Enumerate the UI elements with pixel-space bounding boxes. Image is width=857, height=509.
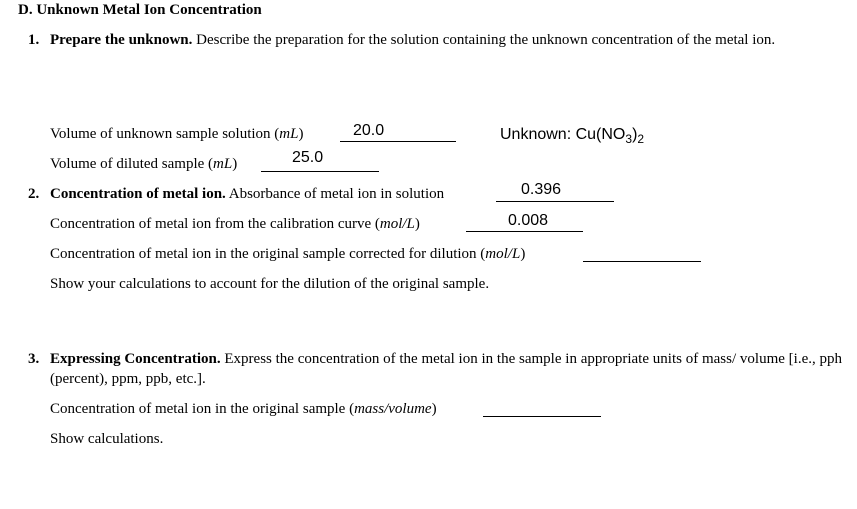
calibration-line[interactable] [466, 231, 583, 232]
q1-paragraph [50, 30, 842, 50]
volume-diluted-value: 25.0 [292, 149, 324, 166]
q3-heading: Expressing Concentration. [50, 351, 221, 367]
corrected-line[interactable] [583, 261, 701, 262]
absorbance-line[interactable] [496, 201, 614, 202]
absorbance-value: 0.396 [521, 181, 562, 198]
mass-volume-line[interactable] [483, 416, 601, 417]
mass-volume-label: Concentration of metal ion in the original sample (mass/volume) [50, 401, 437, 417]
q3-text: Express the concentration of the metal ion in the sample in appropriate units of mass/ volume [i.e., pph (percent), ppm, ppb, etc.]. [50, 351, 843, 387]
q1-heading: Prepare the unknown. [50, 32, 193, 48]
volume-unknown-value: 20.0 [353, 122, 385, 139]
unknown-compound: Unknown: $Cu(NO_3)_2$ [500, 126, 645, 146]
volume-unknown-line[interactable] [340, 141, 456, 142]
corrected-label: Concentration of metal ion in the original sample corrected for dilution (mol/L) [50, 246, 526, 262]
calibration-label: Concentration of metal ion from the calibration curve (mol/L) [50, 216, 420, 232]
volume-diluted-label: Volume of diluted sample (mL) [50, 156, 238, 172]
calibration-value: 0.008 [508, 212, 549, 229]
q3-number: 3. [28, 351, 40, 367]
q2-number: 2. [28, 186, 40, 202]
q2-show-calculations: Show your calculations to account for the dilution of the original sample. [50, 276, 490, 292]
volume-diluted-line[interactable] [261, 171, 379, 172]
q2-heading: Concentration of metal ion. [50, 186, 226, 202]
absorbance-label: Concentration of metal ion. Absorbance of metal ion in solution [50, 186, 445, 202]
q1-number: 1. [28, 32, 40, 48]
q3-paragraph [50, 349, 842, 389]
section-title: D. Unknown Metal Ion Concentration [18, 2, 262, 18]
volume-unknown-label: Volume of unknown sample solution (mL) [50, 126, 304, 142]
q3-show-calculations: Show calculations. [50, 431, 164, 447]
q1-text: Describe the preparation for the solution containing the unknown concentration of the metal ion. [196, 32, 776, 48]
